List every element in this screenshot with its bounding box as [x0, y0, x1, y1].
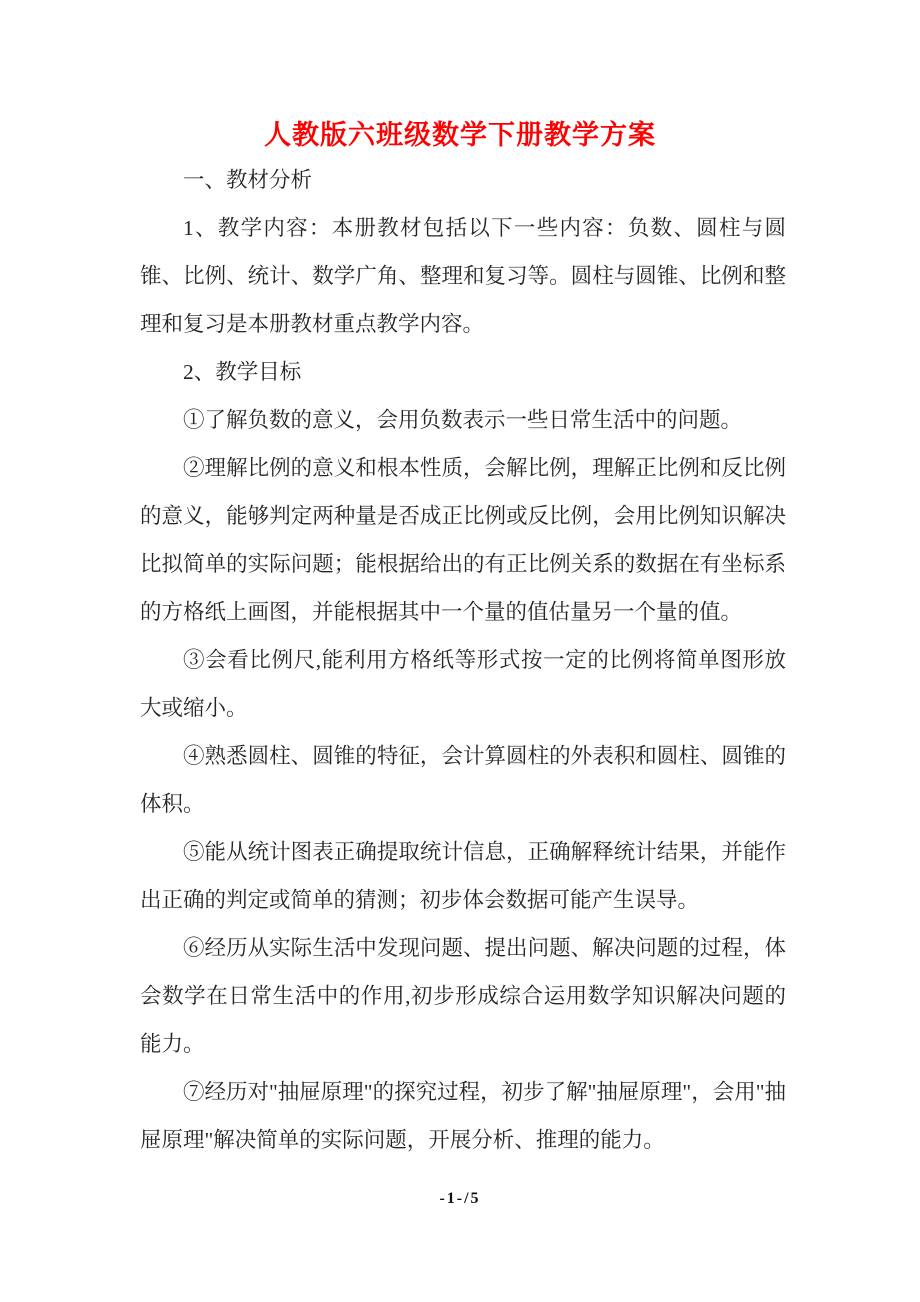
paragraph-section-heading: 一、教材分析	[183, 168, 313, 192]
paragraph-goal-4: ④熟悉圆柱、圆锥的特征，会计算圆柱的外表积和圆柱、圆锥的体积。	[140, 744, 786, 816]
paragraph-goal-3: ③会看比例尺,能利用方格纸等形式按一定的比例将简单图形放大或缩小。	[140, 648, 786, 720]
document-body	[140, 156, 786, 1164]
page-number: -1-/5	[439, 1190, 481, 1207]
paragraph-goal-7: ⑦经历对"抽屉原理"的探究过程，初步了解"抽屉原理"，会用"抽屉原理"解决简单的实际问题，开展分析、推理的能力。	[140, 1080, 786, 1152]
paragraph-goal-1: ①了解负数的意义，会用负数表示一些日常生活中的问题。	[183, 408, 743, 432]
paragraph-goals-heading: 2、教学目标	[183, 360, 302, 384]
paragraph-goal-5: ⑤能从统计图表正确提取统计信息，正确解释统计结果，并能作出正确的判定或简单的猜测；初步体会数据可能产生误导。	[140, 840, 786, 912]
document-title: 人教版六班级数学下册教学方案	[264, 120, 656, 150]
paragraph-goal-2: ②理解比例的意义和根本性质，会解比例，理解正比例和反比例的意义，能够判定两种量是否成正比例或反比例，会用比例知识解决比拟简单的实际问题；能根据给出的有正比例关系的数据在有坐标系的方格纸上画图，并能根据其中一个量的值估量另一个量的值。	[140, 456, 786, 624]
paragraph-goal-6: ⑥经历从实际生活中发现问题、提出问题、解决问题的过程，体会数学在日常生活中的作用,初步形成综合运用数学知识解决问题的能力。	[140, 936, 786, 1056]
paragraph-teaching-content: 1、教学内容：本册教材包括以下一些内容：负数、圆柱与圆锥、比例、统计、数学广角、整理和复习等。圆柱与圆锥、比例和整理和复习是本册教材重点教学内容。	[140, 216, 786, 336]
